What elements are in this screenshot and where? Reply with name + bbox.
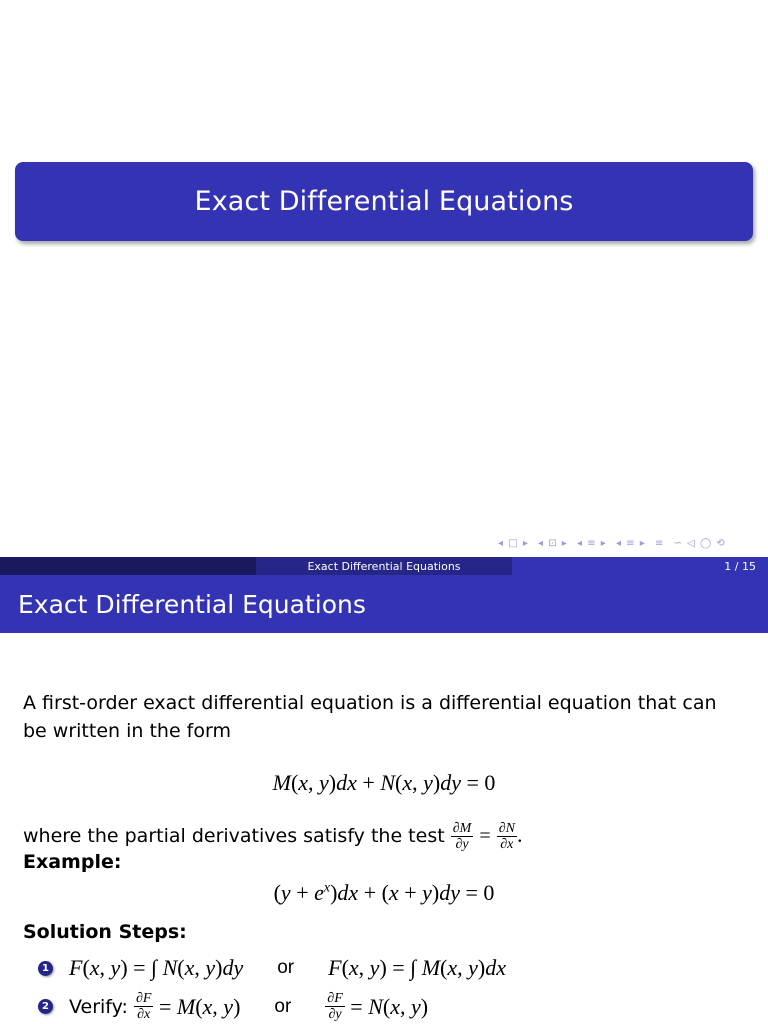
partial-n-partial-x: $\frac{\partial N}{\partial x}$ xyxy=(498,821,515,852)
intro-paragraph: A first-order exact differential equation is a differential equation that can be written in the form xyxy=(23,692,717,742)
content-slide xyxy=(0,555,768,1024)
or-text: or xyxy=(277,957,295,978)
frame-title: Exact Differential Equations xyxy=(0,575,768,633)
exactness-condition: where the partial derivatives satisfy the test $\frac{\partial M}{\partial y}$ = $\frac{\partial N}{\partial x}$ . xyxy=(23,821,523,852)
solution-steps-label: Solution Steps: xyxy=(23,921,187,943)
example-label: Example: xyxy=(23,851,122,873)
solution-step-2: 2 Verify: $\frac{\partial F}{\partial x}$ = M(x, y) or $\frac{\partial F}{\partial y}$ = N(x, y) xyxy=(38,991,428,1022)
headline-title: Exact Differential Equations xyxy=(256,557,512,575)
partial-m-partial-y: $\frac{\partial M}{\partial y}$ xyxy=(452,821,472,852)
nav-toc-icon[interactable]: ≡ xyxy=(654,538,665,549)
example-equation: $(y + e^x)dx + (x + y)dy = 0$ xyxy=(273,880,495,905)
partial-f-partial-x: $\frac{\partial F}{\partial x}$ xyxy=(135,991,152,1022)
solution-step-1 xyxy=(38,955,506,981)
where-text: where the partial derivatives satisfy the test xyxy=(23,825,445,847)
nav-subsection-list-icon[interactable]: ◂ ≡ ▸ xyxy=(615,538,646,549)
step1-formula-m: F(x, y) = ∫ M(x, y)dx xyxy=(328,955,506,980)
step1-formula-n: F(x, y) = ∫ N(x, y)dy xyxy=(69,955,244,980)
partial-f-partial-y: $\frac{\partial F}{\partial y}$ xyxy=(327,991,343,1022)
beamer-navigation-bar[interactable] xyxy=(498,538,731,549)
slide-title: Exact Differential Equations xyxy=(194,186,574,217)
page-number: 1 / 15 xyxy=(512,557,768,575)
nav-frame-icon[interactable]: ◂ □ ▸ xyxy=(498,538,529,549)
headline-bar xyxy=(0,557,768,575)
step-number-badge: 2 xyxy=(38,999,53,1014)
title-banner xyxy=(15,162,753,241)
exact-form-equation: M(x, y)dx + N(x, y)dy = 0 xyxy=(272,770,496,795)
nav-subsection-icon[interactable]: ◂ ⊡ ▸ xyxy=(538,538,568,549)
verify-label: Verify: xyxy=(69,995,128,1018)
nav-section-icon[interactable]: ◂ ≡ ▸ xyxy=(577,538,607,549)
nav-search-icon[interactable]: ∽ ◁ ◯ ⟲ xyxy=(673,538,726,549)
step-number-badge: 1 xyxy=(38,961,53,976)
or-text: or xyxy=(274,995,292,1017)
headline-left xyxy=(0,557,256,575)
